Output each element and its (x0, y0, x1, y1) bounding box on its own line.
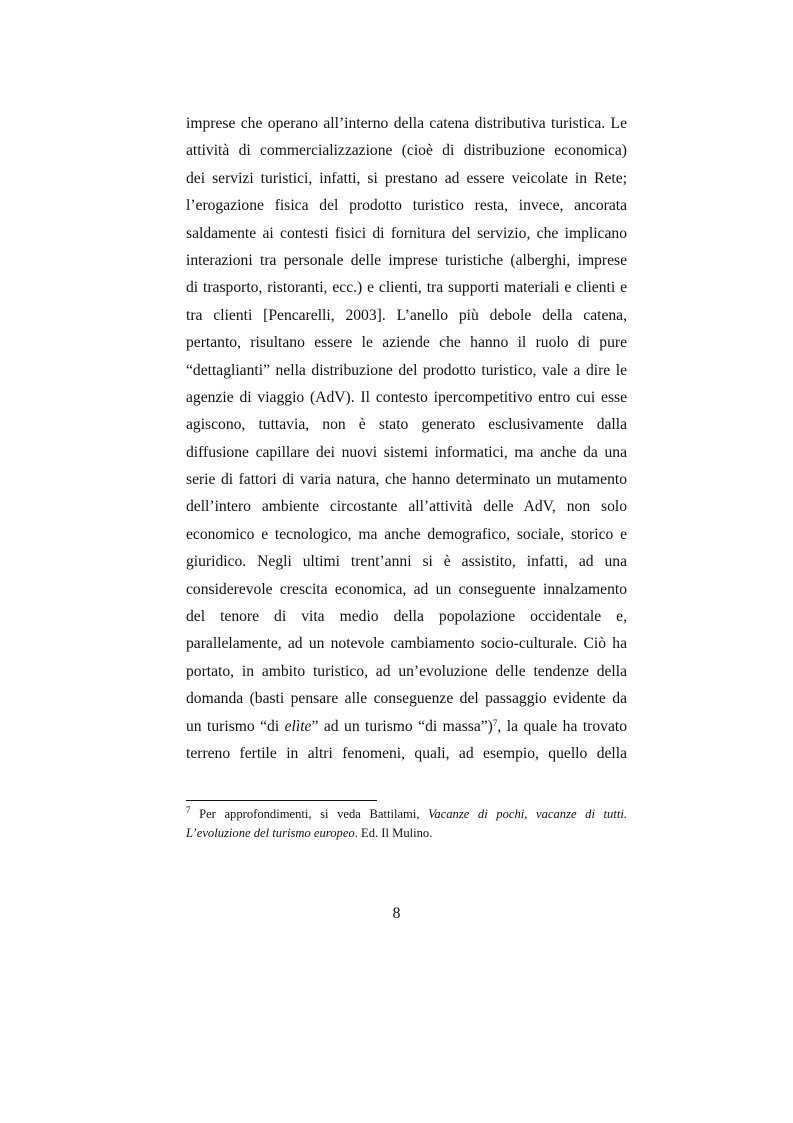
body-line: “dettaglianti” nella distribuzione del prodotto turistico, vale a dire le (186, 361, 627, 379)
body-line: serie di fattori di varia natura, che hanno determinato un mutamento (186, 471, 627, 489)
body-line: economico e tecnologico, ma anche demografico, sociale, storico e (186, 525, 627, 543)
footnote-line (186, 824, 627, 843)
body-line: pertanto, risultano essere le aziende che hanno il ruolo di pure (186, 334, 627, 352)
body-line: terreno fertile in altri fenomeni, quali, ad esempio, quello della (186, 744, 627, 762)
footnote-title: L’evoluzione del turismo europeo (186, 825, 355, 840)
line-text: , la quale ha trovato (497, 717, 627, 735)
body-line: domanda (basti pensare alle conseguenze del passaggio evidente da (186, 690, 627, 708)
body-line: giuridico. Negli ultimi trent’anni si è assistito, infatti, ad una (186, 553, 627, 571)
body-line: agiscono, tuttavia, non è stato generato esclusivamente dalla (186, 416, 627, 434)
body-line: di trasporto, ristoranti, ecc.) e clienti, tra supporti materiali e clienti e (186, 279, 627, 297)
line-text: ” ad un turismo “di massa”) (311, 717, 493, 735)
body-line: dell’intero ambiente circostante all’attività delle AdV, non solo (186, 498, 627, 516)
body-line: saldamente ai contesti fisici di fornitura del servizio, che implicano (186, 224, 627, 242)
footnote (186, 805, 627, 842)
body-line: interazioni tra personale delle imprese turistiche (alberghi, imprese (186, 251, 627, 269)
italic-term: elìte (284, 717, 312, 735)
body-line: dei servizi turistici, infatti, si prestano ad essere veicolate in Rete; (186, 169, 627, 187)
body-line: agenzie di viaggio (AdV). Il contesto ipercompetitivo entro cui esse (186, 388, 627, 406)
body-line: tra clienti [Pencarelli, 2003]. L’anello più debole della catena, (186, 306, 627, 324)
footnote-publisher: . Ed. Il Mulino. (354, 825, 433, 840)
body-text (186, 110, 627, 767)
footnote-reference[interactable]: 7 (492, 717, 498, 728)
footnote-separator (186, 800, 377, 801)
page-number: 8 (392, 905, 401, 922)
footnote-line (186, 805, 627, 824)
footnote-marker: 7 (186, 805, 191, 815)
footnote-title: Vacanze di pochi, vacanze di tutti. (428, 807, 627, 821)
line-text: un turismo “di (186, 717, 285, 735)
body-line: diffusione capillare dei nuovi sistemi informatici, ma anche da una (186, 443, 627, 461)
body-line: attività di commercializzazione (cioè di distribuzione economica) (186, 142, 627, 160)
body-line: del tenore di vita medio della popolazione occidentale e, (186, 608, 627, 626)
footnote-text: Per approfondimenti, si veda Battilami, (190, 807, 429, 821)
body-line: considerevole crescita economica, ad un conseguente innalzamento (186, 580, 627, 598)
body-line: portato, in ambito turistico, ad un’evoluzione delle tendenze della (186, 662, 627, 680)
body-line: imprese che operano all’interno della catena distributiva turistica. Le (186, 115, 627, 132)
body-line: parallelamente, ad un notevole cambiamento socio-culturale. Ciò ha (186, 635, 627, 653)
body-line: l’erogazione fisica del prodotto turistico resta, invece, ancorata (186, 197, 627, 215)
body-line-with-footnote-ref (186, 713, 627, 740)
